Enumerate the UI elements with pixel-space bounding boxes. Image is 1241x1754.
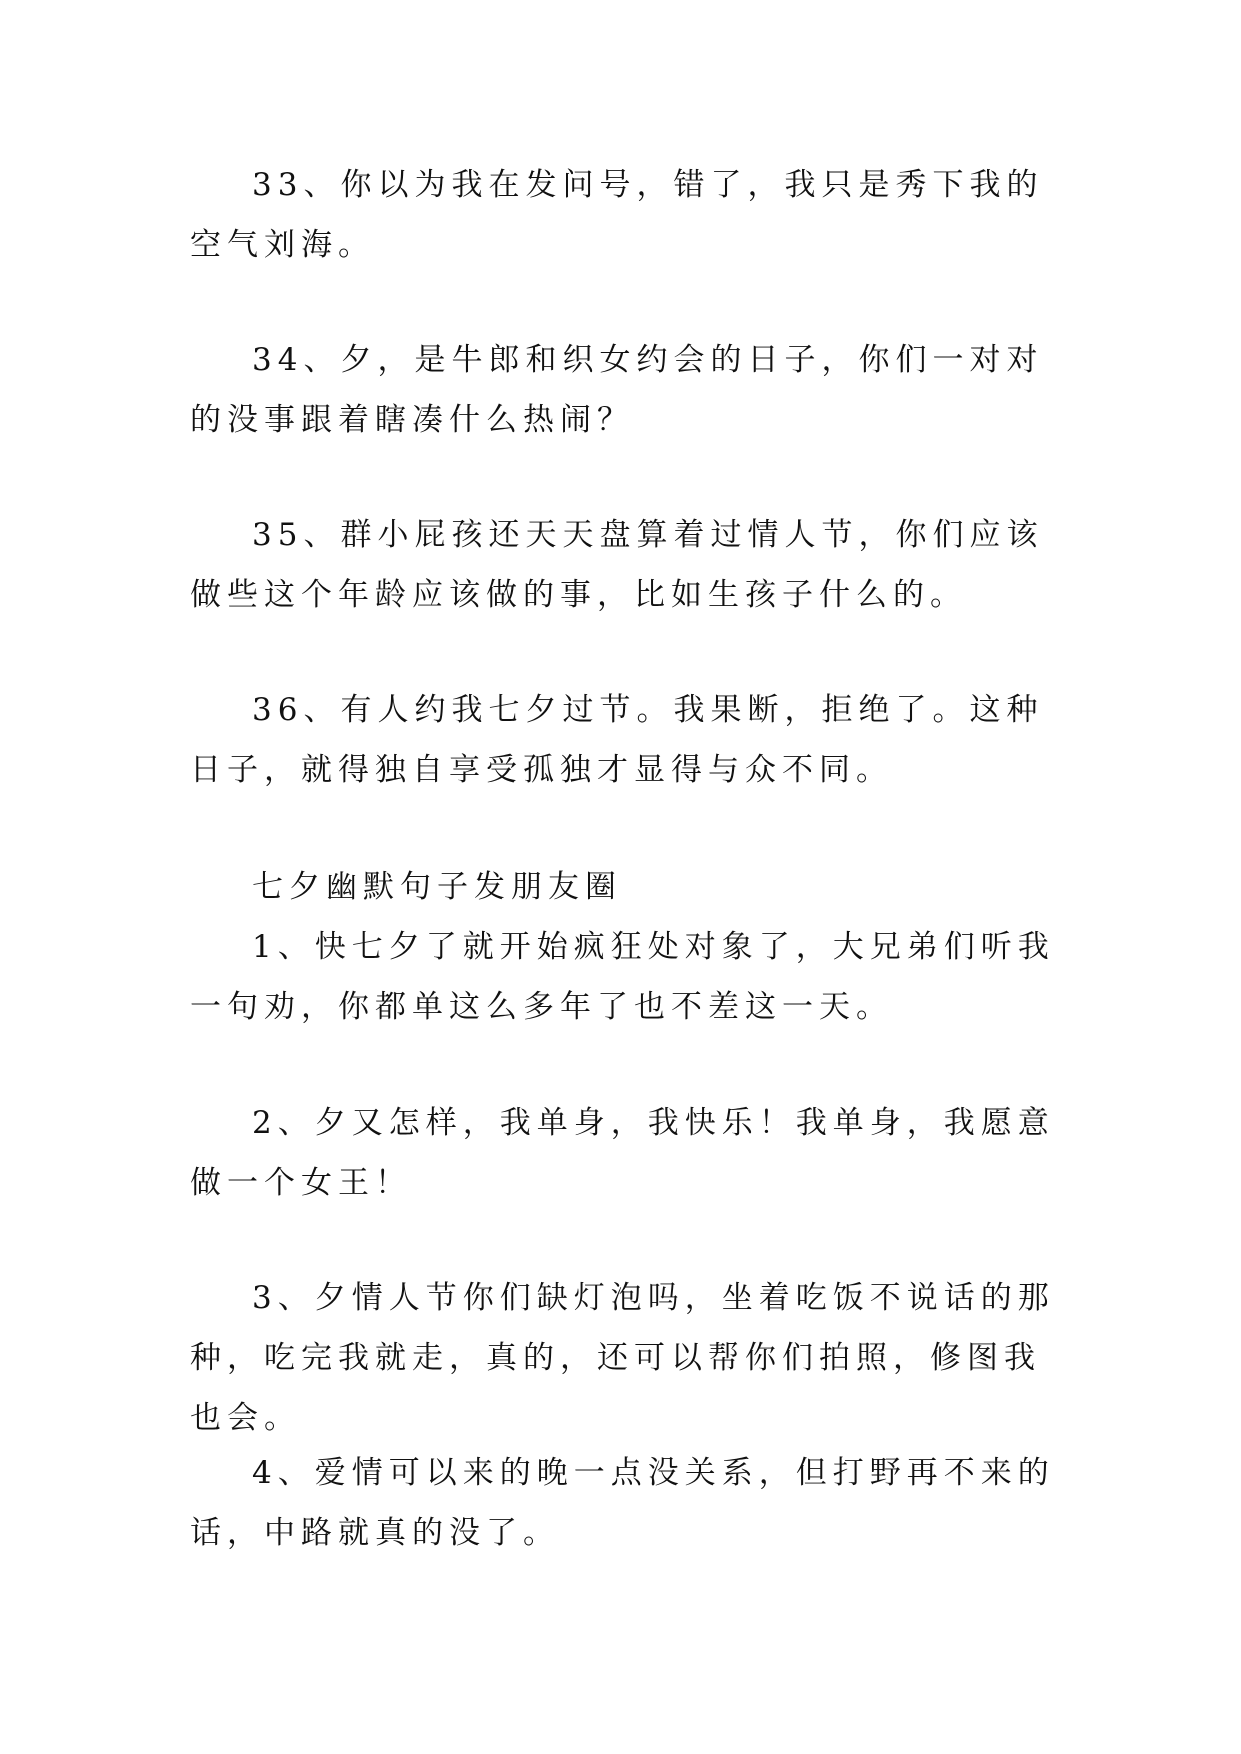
paragraph-33: 33、你以为我在发问号，错了，我只是秀下我的空气刘海。	[190, 167, 1044, 263]
paragraph-36: 36、有人约我七夕过节。我果断，拒绝了。这种日子，就得独自享受孤独才显得与众不同。	[190, 692, 1044, 788]
section-heading: 七夕幽默句子发朋友圈	[252, 869, 622, 905]
paragraph-34: 34、夕，是牛郎和织女约会的日子，你们一对对的没事跟着瞎凑什么热闹？	[190, 342, 1044, 438]
section-paragraph-2: 2、夕又怎样，我单身，我快乐！我单身，我愿意做一个女王！	[190, 1105, 1055, 1201]
section-paragraph-3: 3、夕情人节你们缺灯泡吗，坐着吃饭不说话的那种，吃完我就走，真的，还可以帮你们拍照，修图我也会。	[190, 1280, 1055, 1436]
section-paragraph-1: 1、快七夕了就开始疯狂处对象了，大兄弟们听我一句劝，你都单这么多年了也不差这一天。	[190, 929, 1055, 1025]
section-paragraph-4: 4、爱情可以来的晚一点没关系，但打野再不来的话，中路就真的没了。	[190, 1455, 1055, 1551]
paragraph-35: 35、群小屁孩还天天盘算着过情人节，你们应该做些这个年龄应该做的事，比如生孩子什么的。	[190, 517, 1044, 613]
